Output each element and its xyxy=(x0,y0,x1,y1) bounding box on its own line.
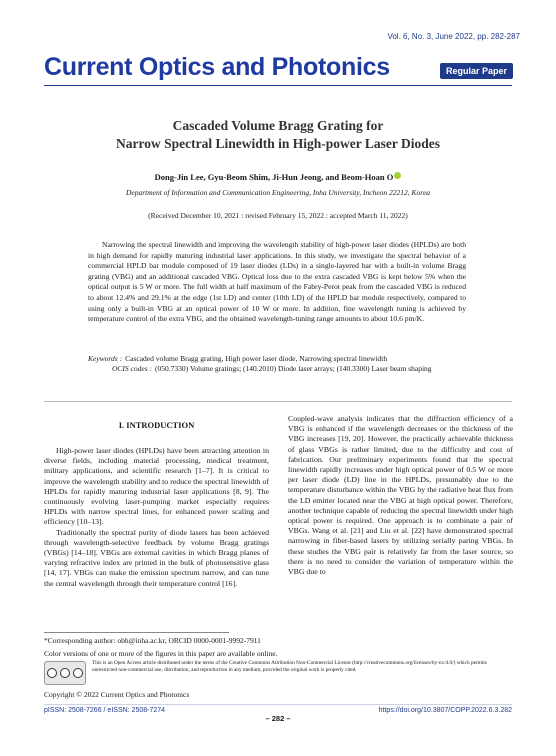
by-icon xyxy=(60,668,70,678)
footnote-divider xyxy=(44,632,229,633)
article-title xyxy=(40,117,516,153)
title-line-2: Narrow Spectral Linewidth in High-power Laser Diodes xyxy=(115,136,440,151)
abstract-text: Narrowing the spectral linewidth and improving the wavelength stability of high-power laser diodes (HPLDs) are both in high demand for rapidly maturing industrial laser applications. In this study, we investigate the spectral behavior of a commercial HPLD bar module composed of 19 laser diodes (LDs) in a single-layered bar with a built-in volume Bragg grating (VBG) and an additional cascaded VBG. Optical loss due to the extra cascaded VBG is kept below 5% when the optical output is 5 W or more. The full width at half maximum of the Fabry-Perot peak from the cascaded VBG is reduced to about 12.4% and 29.1% at the edge (1st LD) and center (10th LD) of the HPLD bar module respectively, compared to using only a built-in VBG at an optical power of 10 W or more. In addition, fine wavelength tuning is achieved by temperature control of the extra VBG, and the obtained wavelength-tuning range amounts to about 10.6 pm/K. xyxy=(88,240,466,324)
doi-link[interactable]: https://doi.org/10.3807/COPP.2022.6.3.282 xyxy=(378,707,512,714)
abstract xyxy=(88,240,466,325)
abstract-divider xyxy=(44,401,512,402)
cc-icon xyxy=(47,668,57,678)
license-text: This is an Open Access article distributed under the terms of the Creative Commons Attribution Non-Commercial License (http://creativecommons.org/licenses/by-nc/4.0/) which permits unrestricted non-commercial use, distribution, and reproduction in any medium, provided the original work is properly cited. xyxy=(92,660,487,673)
article-type-badge: Regular Paper xyxy=(440,63,513,79)
ocis-label: OCIS codes : xyxy=(112,364,152,374)
keywords-block xyxy=(88,354,468,375)
copyright: Copyright © 2022 Current Optics and Photonics xyxy=(44,690,190,699)
color-note: Color versions of one or more of the figures in this paper are available online. xyxy=(44,649,278,658)
keywords-value: Cascaded volume Bragg grating, High power laser diode, Narrowing spectral linewidth xyxy=(125,354,388,363)
keywords-label: Keywords : xyxy=(88,354,123,363)
issue-info: Vol. 6, No. 3, June 2022, pp. 282-287 xyxy=(387,32,520,41)
journal-name: Current Optics and Photonics xyxy=(44,53,390,81)
title-line-1: Cascaded Volume Bragg Grating for xyxy=(172,118,384,133)
issn: pISSN: 2508-7266 / eISSN: 2508-7274 xyxy=(44,707,166,714)
ocis-value: (050.7330) Volume gratings; (140.2010) Diode laser arrays; (140.3300) Laser beam shaping xyxy=(155,364,432,374)
footer-divider xyxy=(44,704,512,705)
page-number: – 282 – xyxy=(265,714,291,723)
cc-license-icon xyxy=(44,661,86,685)
header-divider xyxy=(44,85,512,86)
section-heading: I. INTRODUCTION xyxy=(118,420,195,430)
author-list: Dong-Jin Lee, Gyu-Beom Shim, Ji-Hun Jeong, and Beom-Hoan O xyxy=(154,172,394,182)
affiliation: Department of Information and Communication Engineering, Inha University, Incheon 22212, Korea xyxy=(125,188,431,197)
nc-icon xyxy=(73,668,83,678)
authors xyxy=(40,172,516,182)
orcid-icon[interactable] xyxy=(394,172,401,179)
paragraph: High-power laser diodes (HPLDs) have been attracting attention in diverse fields, including material processing, medical treatment, military applications, and scientific research [1–7]. It is critical to improve the wavelength stability and to reduce the spectral linewidth of HPLDs for rapidly maturing industrial laser applications [8, 9]. The continuously evolving laser-pumping market especially requires HPLDs with narrow spectral lines, for enhanced power scaling and efficiency [10–13]. xyxy=(44,446,269,527)
received-dates: (Received December 10, 2021 : revised February 15, 2022 : accepted March 11, 2022) xyxy=(148,211,408,220)
column-right xyxy=(288,414,513,577)
column-left xyxy=(44,446,269,589)
paragraph: Coupled-wave analysis indicates that the diffraction efficiency of a VBG is enhanced if the wavelength decreases or the thickness of the VBG increases [19, 20]. However, the practically achievable thickness of glass VBGs is rather limited, due to the difficulty and cost of fabrication. Our preliminary experiments found that the spectral linewidth rapidly increases under high optical power of 0.5 W or more per laser diode (LD) line in the HPLDs, presumably due to the temperature disturbance within the VBG by the radiative heat flux from the LD emitter located near the VBG at high optical power. Therefore, another technique capable of reducing the spectral linewidth under high optical power is required. One approach is to combinate a pair of VBGs. Wang et al. [21] and Liu et al. [22] have demonstrated spectral narrowing in fiber-based lasers by utilizing serially paring VBGs. In these studies the VBG pair is relatively far from the laser source, so there is no need to consider the variation of temperature within the VBG due to xyxy=(288,414,513,577)
corresponding-author: *Corresponding author: obh@inha.ac.kr, ORCID 0000-0001-9992-7911 xyxy=(44,636,261,645)
paragraph: Traditionally the spectral purity of diode lasers has been achieved through wavelength-selective feedback by volume Bragg gratings (VBGs) [14–18]. VBGs are external cavities in which Bragg planes of varying refractive index are printed in the bulk of photosensitive glass [14, 17]. VBGs can make the emission spectrum narrow, and can tune the central wavelength through their temperature control [16]. xyxy=(44,527,269,588)
